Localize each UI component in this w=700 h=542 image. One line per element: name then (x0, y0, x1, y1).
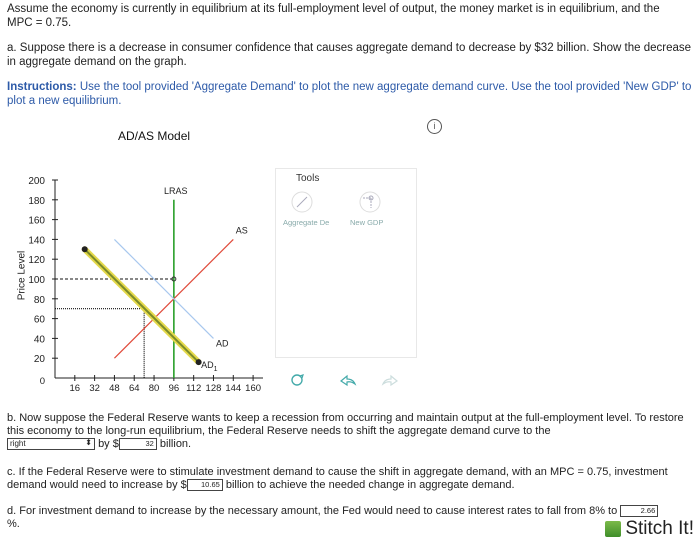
y-tick-label: 200 (28, 176, 45, 187)
instructions-label: Instructions: (7, 81, 77, 93)
curve-label: AD (215, 338, 229, 349)
part-c-suffix: billion to achieve the needed change in aggregate demand. (225, 479, 515, 491)
stitch-it-button[interactable] (605, 518, 694, 540)
aggregate-demand-tool-label[interactable]: Aggregate De (283, 218, 330, 227)
part-d-suffix: %. (7, 518, 20, 530)
y-axis-label: Price Level (16, 250, 28, 301)
new-gdp-tool-icon[interactable] (360, 192, 380, 212)
redo-icon[interactable] (383, 376, 397, 385)
x-tick-label: 144 (225, 383, 242, 394)
direction-select[interactable] (7, 438, 95, 450)
part-b-amount-input[interactable]: 32 (119, 438, 157, 450)
part-b-text: b. Now suppose the Federal Reserve wants to keep a recession from occurring and maintain output at the full-employment level. To restore this economy to the long-run equilibrium, the Federal Reserve needs to shift the aggregate demand curve to the (7, 412, 684, 437)
y-tick-label: 60 (33, 314, 45, 326)
info-icon[interactable]: i (427, 119, 442, 134)
part-c-text: c. If the Federal Reserve were to stimulate investment demand to cause the shift in aggregate demand, with an MPC = 0.75, investment demand would need to increase by $ (7, 466, 668, 491)
part-d (7, 505, 692, 531)
y-tick-label: 160 (28, 215, 45, 227)
intro-text: Assume the economy is currently in equilibrium at its full-employment level of output, the money market is in equilibrium, and the MPC = 0.75. (7, 3, 660, 29)
x-tick-label: 96 (168, 383, 180, 394)
ad1-endpoint (82, 246, 88, 252)
chart-title: AD/AS Model (118, 129, 191, 143)
stitch-label: Stitch It! (625, 518, 694, 539)
x-tick-label: 48 (109, 383, 120, 394)
y-tick-label: 140 (28, 235, 45, 247)
curve-label: AS (235, 225, 248, 236)
tools-title: Tools (296, 173, 320, 184)
direction-select-value: right (10, 439, 26, 449)
reset-icon[interactable] (292, 375, 303, 385)
x-tick-label: 80 (148, 383, 160, 394)
y-tick-label: 120 (28, 255, 45, 267)
part-c (7, 466, 692, 492)
y-tick-label: 180 (28, 195, 45, 207)
x-tick-label: 16 (69, 383, 81, 394)
part-b (7, 412, 692, 451)
origin-label: 0 (39, 376, 45, 387)
stitch-icon (605, 521, 621, 537)
x-tick-label: 128 (205, 383, 222, 394)
ad-curve (114, 239, 213, 338)
x-tick-label: 112 (186, 383, 202, 394)
part-d-rate-input[interactable]: 2.66 (620, 505, 658, 517)
x-tick-label: 32 (89, 383, 100, 394)
curve-label: LRAS (163, 185, 188, 196)
select-arrows-icon: ⬍ (85, 438, 92, 448)
instructions-body: Use the tool provided 'Aggregate Demand' to plot the new aggregate demand curve. Use the tool provided 'New GDP' to plot a new equilibrium. (7, 81, 692, 107)
undo-icon[interactable] (341, 376, 355, 385)
y-tick-label: 20 (33, 354, 45, 366)
aggregate-demand-tool-icon[interactable] (292, 192, 312, 212)
x-tick-label: 64 (128, 383, 140, 394)
curve-label: $AD_1$ (201, 360, 218, 374)
part-b-by: by $ (98, 438, 119, 450)
y-tick-label: 100 (28, 275, 45, 286)
part-d-text: d. For investment demand to increase by the necessary amount, the Fed would need to cause interest rates to fall from 8% to (7, 505, 618, 517)
control-icons (285, 370, 415, 390)
part-b-suffix: billion. (159, 438, 192, 450)
part-a-text: a. Suppose there is a decrease in consumer confidence that causes aggregate demand to decrease by $32 billion. Show the decrease in aggregate demand on the graph. (7, 42, 692, 68)
y-tick-label: 40 (33, 334, 45, 346)
y-tick-label: 80 (33, 294, 45, 306)
x-tick-label: 160 (245, 383, 262, 394)
new-gdp-tool-label[interactable]: New GDP (350, 218, 384, 227)
part-c-amount-input[interactable]: 10.65 (187, 479, 223, 491)
